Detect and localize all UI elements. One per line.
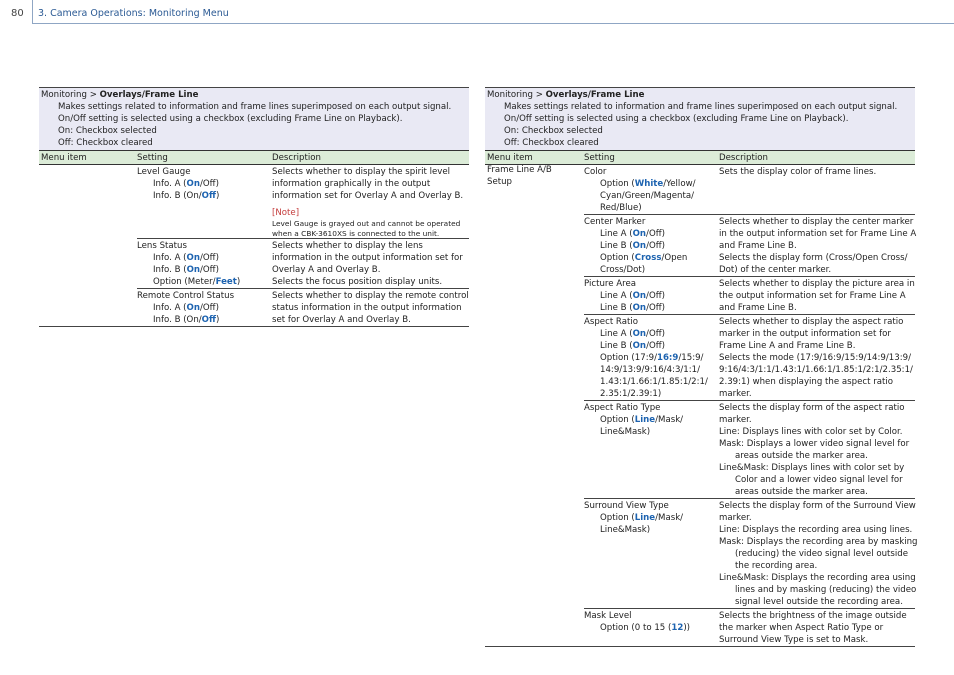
table-row — [485, 609, 915, 647]
table-row — [39, 289, 469, 327]
menu-item-cell: Frame Line A/B Setup — [487, 165, 552, 187]
setting-option: Info. B (On/Off) — [153, 265, 219, 275]
description-cell: Selects the brightness of the image outside the marker when Aspect Ratio Type or Surround View Type is set to Mask. — [719, 611, 907, 645]
page-number: 80 — [11, 8, 24, 19]
description-cell: Sets the display color of frame lines. — [719, 167, 877, 177]
table-row — [485, 315, 915, 401]
setting-name: Aspect Ratio — [584, 317, 638, 327]
setting-option: Info. B (On/Off) — [153, 191, 220, 201]
setting-cell — [137, 166, 219, 202]
setting-name: Aspect Ratio Type — [584, 403, 661, 413]
intro-onoff: On/Off setting is selected using a checkbox (excluding Frame Line on Playback). — [58, 114, 403, 124]
page-header — [0, 0, 954, 24]
description-cell: Selects whether to display the center marker in the output information set for Frame Line A and Frame Line B. Selects the display form (Cross/Open Cross/ Dot) of the center marker. — [719, 217, 917, 275]
right-settings-table — [485, 87, 918, 647]
description-cell: Selects the display form of the aspect ratio marker. Line: Displays lines with color set by Color. Mask: Displays a lower video signal level for areas outside the marker area. Line&Mask: Displays lines with color set by Color and a lower video signal level for areas outside the marker area. — [719, 403, 910, 497]
setting-option: Info. A (On/Off) — [153, 303, 219, 313]
col-menu-item: Menu item — [487, 153, 533, 163]
setting-name: Center Marker — [584, 217, 646, 227]
left-settings-table — [39, 87, 469, 327]
setting-option: Line A (On/Off) — [600, 229, 665, 239]
setting-option: Line A (On/Off) — [600, 291, 665, 301]
header-separator — [32, 0, 33, 24]
intro-off: Off: Checkbox cleared — [504, 138, 599, 148]
table-end-rule — [485, 646, 915, 647]
setting-name: Lens Status — [137, 241, 187, 251]
menu-path: Monitoring > Overlays/Frame Line — [487, 90, 645, 100]
setting-option: Option (Line/Mask/ — [600, 415, 684, 425]
table-row — [485, 401, 915, 499]
col-setting: Setting — [137, 153, 168, 163]
setting-option: Option (17:9/16:9/15:9/ — [600, 353, 704, 363]
col-description: Description — [272, 153, 321, 163]
setting-option: Line B (On/Off) — [600, 341, 665, 351]
setting-cell — [137, 240, 240, 288]
chapter-title: 3. Camera Operations: Monitoring Menu — [38, 8, 229, 19]
description-cell: Selects whether to display the aspect ratio marker in the output information set for Frame Line A and Frame Line B. Selects the mode (17:9/16:9/15:9/14:9/13:9/ 9:16/4:3/1:1/1.43:1/1.66:1/1.85:1/2:1/2.35:1/ 2.39:1) when displaying the aspect ratio marker. — [719, 317, 913, 399]
table-row — [39, 239, 469, 289]
description-cell: Selects whether to display the remote control status information in the output information set for Overlay A and Overlay B. — [272, 291, 469, 325]
description-cell: Selects the display form of the Surround View marker. Line: Displays the recording area using lines. Mask: Displays the recording area by masking (reducing) the video signal level outside the recording area. Line&Mask: Displays the recording area using lines and by masking (reducing) the video signal level outside the recording area. — [719, 501, 918, 607]
table-intro — [485, 87, 915, 150]
setting-name: Color — [584, 167, 607, 177]
setting-option: Info. A (On/Off) — [153, 179, 219, 189]
intro-description: Makes settings related to information and frame lines superimposed on each output signal. — [504, 102, 898, 112]
table-header — [485, 150, 915, 165]
table-intro — [39, 87, 469, 150]
table-row — [485, 499, 918, 609]
setting-cell: Aspect Ratio Type Option (Line/Mask/ Line&Mask) — [584, 403, 684, 437]
setting-cell: Surround View Type Option (Line/Mask/ Line&Mask) — [584, 501, 684, 535]
menu-path: Monitoring > Overlays/Frame Line — [41, 90, 199, 100]
setting-option: Option (White/Yellow/ — [600, 179, 696, 189]
setting-cell: Color Option (White/Yellow/ Cyan/Green/Magenta/ Red/Blue) — [584, 167, 696, 213]
header-rule — [32, 23, 954, 24]
description-cell: Selects whether to display the spirit level information graphically in the output information set for Overlay A and Overlay B. [Note] Level Gauge is grayed out and cannot be operated when a CBK-3610XS is connected to the unit. — [272, 167, 464, 238]
setting-name: Surround View Type — [584, 501, 669, 511]
table-end-rule — [39, 326, 469, 327]
setting-option: Info. B (On/Off) — [153, 315, 220, 325]
intro-on: On: Checkbox selected — [504, 126, 603, 136]
setting-name: Mask Level — [584, 611, 632, 621]
table-row — [485, 277, 915, 315]
intro-description: Makes settings related to information and frame lines superimposed on each output signal. — [58, 102, 452, 112]
setting-option: Line A (On/Off) — [600, 329, 665, 339]
note-label: [Note] — [272, 208, 300, 218]
col-description: Description — [719, 153, 768, 163]
table-row — [485, 165, 915, 215]
note-text: Level Gauge is grayed out and cannot be operated — [272, 219, 461, 228]
setting-option: Line B (On/Off) — [600, 241, 665, 251]
setting-cell: Center Marker Line A (On/Off) Line B (On/Off) Option (Cross/Open Cross/Dot) — [584, 217, 688, 275]
setting-cell — [584, 278, 665, 314]
setting-name: Level Gauge — [137, 167, 191, 177]
intro-on: On: Checkbox selected — [58, 126, 157, 136]
setting-option: Option (0 to 15 (12)) — [600, 623, 691, 633]
setting-option: Option (Meter/Feet) — [153, 277, 241, 287]
note-text: when a CBK-3610XS is connected to the unit. — [272, 229, 440, 238]
description-cell: Selects whether to display the lens information in the output information set for Overlay A and Overlay B. Selects the focus position display units. — [272, 241, 463, 287]
col-setting: Setting — [584, 153, 615, 163]
description-cell: Selects whether to display the picture area in the output information set for Frame Line A and Frame Line B. — [719, 279, 915, 313]
intro-onoff: On/Off setting is selected using a checkbox (excluding Frame Line on Playback). — [504, 114, 849, 124]
table-row — [39, 165, 469, 239]
table-row — [485, 215, 915, 277]
setting-name: Picture Area — [584, 279, 637, 289]
table-header — [39, 150, 469, 165]
setting-option: Option (Line/Mask/ — [600, 513, 684, 523]
setting-cell — [137, 290, 234, 326]
setting-cell — [584, 610, 690, 634]
setting-option: Line B (On/Off) — [600, 303, 665, 313]
setting-option: Info. A (On/Off) — [153, 253, 219, 263]
col-menu-item: Menu item — [41, 153, 87, 163]
setting-option: Option (Cross/Open — [600, 253, 688, 263]
intro-off: Off: Checkbox cleared — [58, 138, 153, 148]
setting-name: Remote Control Status — [137, 291, 235, 301]
setting-cell: Aspect Ratio Line A (On/Off) Line B (On/Off) Option (17:9/16:9/15:9/ 14:9/13:9/9:16/4:3/1:1/ 1.43:1/1.66:1/1.85:1/2:1/ 2.35:1/2.39:1) — [584, 317, 708, 399]
